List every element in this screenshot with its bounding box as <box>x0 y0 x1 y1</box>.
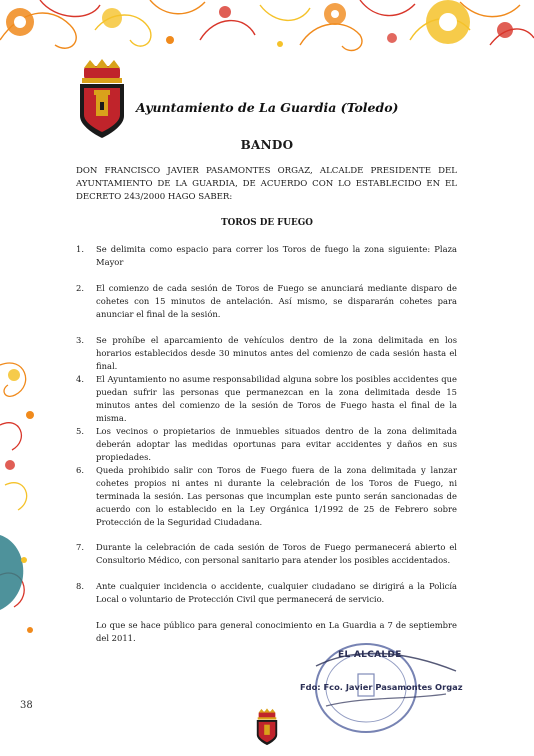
list-item <box>76 541 457 567</box>
municipality-name: Ayuntamiento de La Guardia (Toledo) <box>136 100 399 115</box>
footer-crest-logo <box>254 705 280 749</box>
closing-paragraph: Lo que se hace público para general conocimiento en La Guardia a 7 de septiembre del 2011. <box>96 620 457 643</box>
list-item <box>76 425 457 464</box>
list-item <box>76 334 457 373</box>
list-item-number: 5. <box>76 426 84 436</box>
list-item-text: El Ayuntamiento no asume responsabilidad alguna sobre los posibles accidentes que puedan sufrir las personas que permanezcan en la zona delimitada desde 15 minutos antes del comienzo de la sesión de Toros de Fuego hasta el final de la misma. <box>96 374 457 423</box>
list-item <box>76 464 457 529</box>
section-subtitle: TOROS DE FUEGO <box>221 218 313 228</box>
list-item-text: Queda prohibido salir con Toros de Fuego fuera de la zona delimitada y lanzar cohetes propios ni antes ni durante la celebración de los Toros de Fuego, ni terminada la sesión. Las personas que incumplan este punto serán sancionadas de acuerdo con lo establecido en la Ley Orgánica 1/1992 de 25 de Febrero sobre Protección de la Seguridad Ciudadana. <box>96 465 457 527</box>
list-item <box>76 243 457 269</box>
list-item <box>76 580 457 606</box>
document-title: BANDO <box>240 138 294 152</box>
list-item-text: Los vecinos o propietarios de inmuebles situados dentro de la zona delimitada deberán adoptar las medidas oportunas para evitar accidentes y daños en sus propiedades. <box>96 426 457 462</box>
signature-name: Fdo: Fco. Javier Pasamontes Orgaz <box>300 682 463 692</box>
municipal-crest-logo <box>74 58 130 140</box>
list-item-number: 3. <box>76 335 84 345</box>
signature-title: EL ALCALDE <box>338 650 402 660</box>
list-item-text: Ante cualquier incidencia o accidente, cualquier ciudadano se dirigirá a la Policía Local o voluntario de Protección Civil que permanecerá de servicio. <box>96 581 457 604</box>
list-item-number: 4. <box>76 374 84 384</box>
list-item-number: 7. <box>76 542 84 552</box>
list-item-number: 1. <box>76 244 84 254</box>
list-item-text: Durante la celebración de cada sesión de Toros de Fuego permanecerá abierto el Consultorio Médico, con personal sanitario para atender los posibles accidentados. <box>96 542 457 565</box>
list-item-number: 6. <box>76 465 84 475</box>
list-item <box>76 282 457 321</box>
page-number: 38 <box>20 700 33 711</box>
preamble-paragraph: DON FRANCISCO JAVIER PASAMONTES ORGAZ, ALCALDE PRESIDENTE DEL AYUNTAMIENTO DE LA GUARDIA, DE ACUERDO CON LO ESTABLECIDO EN EL DECRETO 243/2000 HAGO SABER: <box>76 166 457 202</box>
list-item-text: Se delimita como espacio para correr los Toros de fuego la zona siguiente: Plaza Mayor <box>96 244 457 267</box>
list-item-text: Se prohíbe el aparcamiento de vehículos dentro de la zona delimitada en los horarios establecidos desde 30 minutos antes del comienzo de cada sesión hasta el final. <box>96 335 457 371</box>
list-item-text: El comienzo de cada sesión de Toros de Fuego se anunciará mediante disparo de cohetes con 15 minutos de antelación. Así mismo, se dispararán cohetes para anunciar el final de la sesión. <box>96 283 457 319</box>
list-item-number: 2. <box>76 283 84 293</box>
list-item-number: 8. <box>76 581 84 591</box>
left-ornament <box>0 345 48 645</box>
list-item <box>76 373 457 425</box>
